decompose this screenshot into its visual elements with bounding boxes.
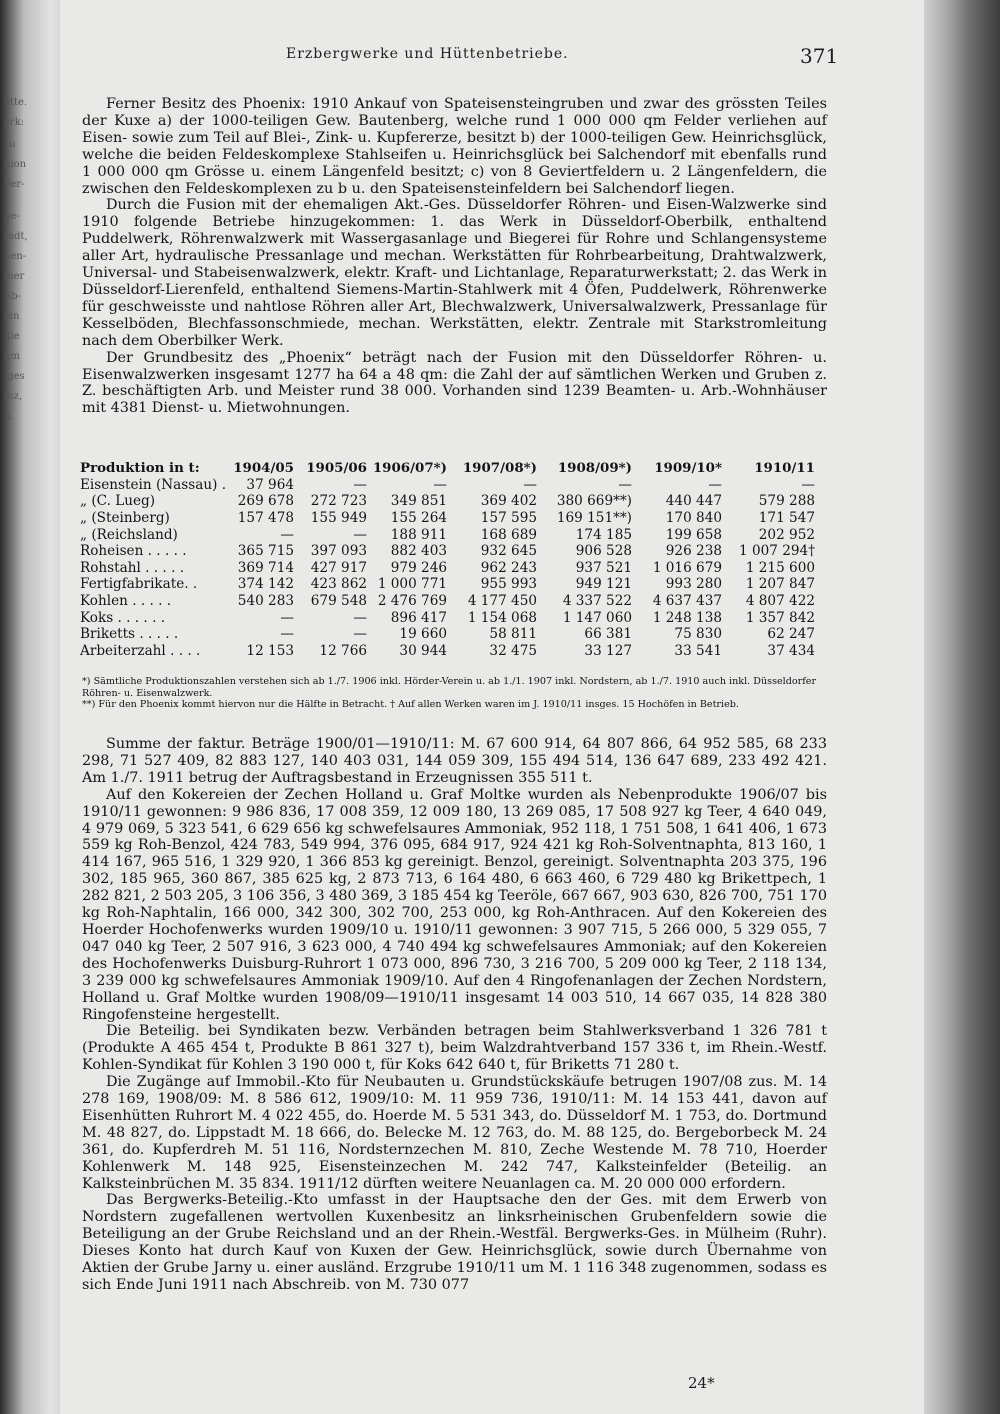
paragraph-ferner-besitz: Ferner Besitz des Phoenix: 1910 Ankauf von Spateisensteingruben und zwar des grössten Teiles der Kuxe a) der 1000-teiligen Gew. Bautenberg, welche rund 1 000 000 qm Felder verliehen auf Eisen- sowie zum Teil auf Blei-, Zink- u. Kupfererze, besitzt b) der 1000-teiligen Gew. Heinrichsglück, welche die beiden Feldeskomplexe Stahlseifen u. Heinrichsglück bei Salchendorf mit ebenfalls rund 1 000 000 qm Grösse u. einem Längenfeld besitzt; c) von 8 Geviertfeldern u. 2 Längenfeldern, die zwischen den Feldeskomplexen zu b u. den Spateisensteinfeldern bei Salchendorf liegen. [82, 96, 827, 197]
table-cell: 37 434 [767, 642, 815, 659]
table-cell: 157 478 [237, 510, 294, 527]
table-cell: 1 154 068 [467, 609, 537, 626]
table-cell: 1 215 600 [745, 559, 815, 576]
paragraph-immobil: Die Zugänge auf Immobil.-Kto für Neubauten u. Grundstückskäufe betrugen 1907/08 zus. M. 14 278 169, 1908/09: M. 8 586 612, 1909/10: M. 11 959 736, 1910/11: M. 14 153 441, davon auf Eisenhütten Ruhrort M. 4 022 455, do. Hoerde M. 5 531 343, do. Düsseldorf M. 1 753, do. Dortmund M. 48 827, do. Lippstadt M. 18 666, do. Belecke M. 12 763, do. M. 88 125, do. Bergeborbeck M. 24 361, do. Kupferdreh M. 51 116, Nordsternzechen M. 810, Zeche Westende M. 78 710, Hoerder Kohlenwerk M. 148 925, Eisensteinzechen M. 242 747, Kalksteinfelder (Beteilig. an Kalksteinbrüchen M. 35 834. 1911/12 dürften weitere Neuanlagen ca. M. 20 000 000 erfordern. [82, 1074, 827, 1192]
table-cell: 937 521 [575, 559, 632, 576]
table-cell: 12 153 [246, 642, 294, 659]
table-cell: 369 402 [480, 493, 537, 510]
table-cell: — [523, 476, 537, 493]
column-header: 1905/06 [306, 460, 367, 477]
row-label: Fertigfabrikate. . [80, 576, 198, 593]
table-cell: 62 247 [767, 626, 815, 643]
row-label: Arbeiterzahl . . . . [80, 642, 201, 659]
table-header-row [80, 460, 815, 477]
gutter-text: qm [4, 351, 20, 362]
table-cell: 427 917 [310, 559, 367, 576]
row-label: Kohlen . . . . . [80, 593, 172, 610]
table-cell: 1 248 138 [652, 609, 722, 626]
table-cell: 1 147 060 [562, 609, 632, 626]
table-cell: 169 151**) [556, 510, 632, 527]
table-row [80, 576, 815, 593]
gutter-text: iges [4, 371, 25, 382]
table-footnotes [82, 676, 827, 711]
table-cell: — [708, 476, 722, 493]
table-cell: 199 658 [665, 526, 722, 543]
table-cell: 380 669**) [556, 493, 632, 510]
table-row [80, 593, 815, 610]
table-cell: — [353, 609, 367, 626]
gutter-text: Ver- [4, 179, 25, 190]
table-cell: 440 447 [665, 493, 722, 510]
table-cell: 1 007 294† [739, 543, 815, 560]
table-cell: 33 541 [674, 642, 722, 659]
table-row [80, 493, 815, 510]
table-cell: — [280, 626, 294, 643]
table-cell: 12 766 [319, 642, 367, 659]
table-cell: 1 000 771 [377, 576, 447, 593]
table-cell: 979 246 [390, 559, 447, 576]
table-cell: 4 637 437 [652, 593, 722, 610]
table-row [80, 526, 815, 543]
table-cell: 170 840 [665, 510, 722, 527]
table-cell: 2 476 769 [377, 593, 447, 610]
table-cell: 882 403 [390, 543, 447, 560]
paragraph-grundbesitz: Der Grundbesitz des „Phoenix“ beträgt nach der Fusion mit den Düsseldorfer Röhren- u. Eisenwalzwerken insgesamt 1277 ha 64 a 48 qm: die Zahl der auf sämtlichen Werken und Gruben z. Z. beschäftigten Arb. und Meister rund 38 000. Vorhanden sind 1239 Beamten- u. Arb.-Wohnhäuser mit 4381 Dienst- u. Mietwohnungen. [82, 349, 827, 417]
table-cell: 32 475 [489, 642, 537, 659]
table-row [80, 609, 815, 626]
gutter-text: atte. [4, 97, 28, 108]
table-row [80, 643, 815, 660]
row-label: Koks . . . . . . [80, 609, 166, 626]
table-row [80, 560, 815, 577]
table-cell: — [353, 476, 367, 493]
column-header: 1906/07*) [372, 460, 447, 477]
column-header: 1909/10* [654, 460, 722, 477]
table-cell: 33 127 [584, 642, 632, 659]
gutter-text: die [4, 331, 20, 342]
body-text-bottom [82, 736, 827, 1294]
body-text-top [82, 96, 827, 417]
table-cell: 155 264 [390, 510, 447, 527]
paragraph-nebenprodukte: Auf den Kokereien der Zechen Holland u. Graf Moltke wurden als Nebenprodukte 1906/07 bis 1910/11 gewonnen: 9 986 836, 17 008 359, 12 009 180, 13 269 085, 17 508 927 kg Teer, 4 640 049, 4 979 069, 5 323 541, 6 629 656 kg schwefelsaures Ammoniak, 952 118, 1 751 508, 1 641 406, 1 673 559 kg Roh-Benzol, 424 783, 549 994, 376 095, 684 917, 924 421 kg Roh-Solventnaphta, 813 160, 1 414 167, 965 516, 1 329 920, 1 366 853 kg gereinigt. Benzol, gereinigt. Solventnaphta 203 375, 196 302, 185 965, 360 867, 385 625 kg, 2 873 713, 6 164 480, 6 663 460, 6 729 480 kg Brikettpech, 1 282 821, 2 503 205, 3 106 356, 3 480 369, 3 185 454 kg Teeröle, 667 667, 903 630, 826 700, 751 170 kg Roh-Naphtalin, 166 000, 342 300, 302 700, 253 000, kg Roh-Anthracen. Auf den Kokereien des Hoerder Hochofenwerks wurden 1909/10 u. 1910/11 gewonnen: 3 907 715, 5 266 000, 5 329 055, 7 047 040 kg Teer, 2 507 916, 3 623 000, 4 740 494 kg schwefelsaures Ammoniak; auf den Kokereien des Hochofenwerks Duisburg-Ruhrort 1 073 000, 896 730, 3 216 700, 5 209 000 kg Teer, 2 118 134, 3 239 000 kg schwefelsaures Ammoniak 1909/10. Auf den 4 Ringofenanlagen der Zechen Nordstern, Holland u. Graf Moltke wurden 1908/09—1910/11 insgesamt 14 003 510, 14 667 035, 14 828 380 Ringofensteine hergestellt. [82, 786, 827, 1023]
gutter-text: nen- [4, 251, 27, 262]
table-cell: 4 807 422 [745, 593, 815, 610]
right-page-edge [924, 0, 1000, 1414]
row-label: Briketts . . . . . [80, 626, 179, 643]
running-header: Erzbergwerke und Hüttenbetriebe. [286, 46, 569, 62]
table-row [80, 510, 815, 527]
footnote: *) Sämtliche Produktionszahlen verstehen sich ab 1./7. 1906 inkl. Hörder-Verein u. ab 1./1. 1907 inkl. Nordstern, ab 1./7. 1910 auch inkl. Düsseldorfer Röhren- u. Eisenwalzwerk. [82, 676, 817, 699]
table-cell: — [280, 609, 294, 626]
gutter-text: nion [4, 159, 27, 170]
table-cell: — [353, 526, 367, 543]
table-cell: 66 381 [584, 626, 632, 643]
table-cell: 269 678 [237, 493, 294, 510]
gutter-text: erk: [4, 117, 25, 128]
table-cell: 962 243 [480, 559, 537, 576]
table-cell: 540 283 [237, 593, 294, 610]
gutter-text: Ab- [4, 291, 22, 302]
page-number: 371 [800, 44, 839, 68]
table-caption: Produktion in t: [80, 460, 200, 477]
table-cell: 579 288 [758, 493, 815, 510]
row-label: Eisenstein (Nassau) . [80, 476, 227, 493]
paragraph-fusion: Durch die Fusion mit der ehemaligen Akt.-Ges. Düsseldorfer Röhren- und Eisen-Walzwerke sind 1910 folgende Betriebe hinzugekommen: 1. das Werk in Düsseldorf-Oberbilk, enthaltend Puddelwerk, Röhrenwalzwerk mit Wassergasanlage und Biegerei für Rohre und Schlangensysteme aller Art, hydraulische Pressanlage und mechan. Werkstätten für Rohrbearbeitung, Drahtwalzwerk, Universal- und Stabeisenwalzwerk, elektr. Kraft- und Lichtanlage, Reparaturwerkstatt; 2. das Werk in Düsseldorf-Lierenfeld, enthaltend Siemens-Martin-Stahlwerk mit 4 Öfen, Puddelwerk, Röhrenwerke für geschweisste und nahtlose Röhren aller Art, Blechwalzwerk, Universalwalzwerk, Pressanlage für Kesselböden, Blechfassonschmiede, mechan. Werkstätten, elektr. Zentrale mit Starkstromleitung nach dem Oberbilker Werk. [82, 197, 828, 349]
gutter-text: zu [4, 139, 16, 150]
table-row [80, 626, 815, 643]
left-gutter-shadow [0, 0, 68, 1414]
table-cell: 37 964 [246, 476, 294, 493]
column-header: 1910/11 [754, 460, 815, 477]
table-cell: 157 595 [480, 510, 537, 527]
table-cell: 4 337 522 [562, 593, 632, 610]
table-cell: 202 952 [758, 526, 815, 543]
table-cell: 1 357 842 [745, 609, 815, 626]
table-cell: 369 714 [237, 559, 294, 576]
column-header: 1908/09*) [557, 460, 632, 477]
table-cell: 1 207 847 [745, 576, 815, 593]
table-cell: 174 185 [575, 526, 632, 543]
table-cell: — [353, 626, 367, 643]
table-cell: 171 547 [758, 510, 815, 527]
table-cell: 679 548 [310, 593, 367, 610]
table-cell: 423 862 [310, 576, 367, 593]
table-cell: 168 689 [480, 526, 537, 543]
paragraph-faktur: Summe der faktur. Beträge 1900/01—1910/11: M. 67 600 914, 64 807 866, 64 952 585, 68 233 298, 71 527 409, 82 883 127, 140 403 031, 144 059 309, 155 494 514, 136 647 689, 233 492 421. Am 1./7. 1911 betrug der Auftragsbestand in Erzeugnissen 355 511 t. [82, 736, 827, 786]
table-cell: 932 645 [480, 543, 537, 560]
row-label: „ (Steinberg) [80, 510, 170, 527]
gutter-text: ein [4, 311, 20, 322]
table-cell: 365 715 [237, 543, 294, 560]
column-header: 1904/05 [233, 460, 294, 477]
table-cell: — [280, 526, 294, 543]
table-row [80, 543, 815, 560]
table-cell: 955 993 [480, 576, 537, 593]
row-label: „ (C. Lueg) [80, 493, 156, 510]
gutter-text: tadt, [4, 231, 28, 242]
table-row [80, 477, 815, 494]
table-cell: 155 949 [310, 510, 367, 527]
gutter-text: iner [4, 271, 25, 282]
paragraph-bergwerks-beteilig: Das Bergwerks-Beteilig.-Kto umfasst in der Hauptsache den der Ges. mit dem Erwerb von Nordstern zugefallenen wertvollen Kuxenbesitz an linksrheinischen Grubenfeldern sowie die Beteiligung an der Grube Reichsland und an der Rhein.-Westfäl. Bergwerks-Ges. in Mülheim (Ruhr). Dieses Konto hat durch Kauf von Kuxen der Gew. Heinrichsglück, sowie durch Übernahme von Aktien der Grube Jarny u. einer ausländ. Erzgrube 1910/11 um M. 1 116 348 zugenommen, sodass es sich Ende Juni 1911 nach Abschreib. von M. 730 077 [82, 1192, 827, 1293]
table-cell: 75 830 [674, 626, 722, 643]
column-header: 1907/08*) [462, 460, 537, 477]
row-label: Roheisen . . . . . [80, 543, 187, 560]
production-table [80, 460, 815, 659]
table-cell: 30 944 [399, 642, 447, 659]
row-label: „ (Reichsland) [80, 526, 178, 543]
table-cell: 188 911 [390, 526, 447, 543]
footnote: **) Für den Phoenix kommt hiervon nur die Hälfte in Betracht. † Auf allen Werken waren im J. 1910/11 insges. 15 Hochöfen in Betrieb. [82, 699, 739, 711]
gutter-text: u. [4, 411, 14, 422]
table-cell: 397 093 [310, 543, 367, 560]
table-cell: 926 238 [665, 543, 722, 560]
gutter-text: ge- [4, 211, 20, 222]
table-cell: 949 121 [575, 576, 632, 593]
table-cell: 272 723 [310, 493, 367, 510]
table-cell: — [618, 476, 632, 493]
table-cell: 349 851 [390, 493, 447, 510]
table-cell: 374 142 [237, 576, 294, 593]
signature-mark: 24* [688, 1374, 715, 1392]
table-cell: — [433, 476, 447, 493]
paragraph-syndikate: Die Beteilig. bei Syndikaten bezw. Verbänden betragen beim Stahlwerksverband 1 326 781 t (Produkte A 465 454 t, Produkte B 861 327 t), beim Walzdrahtverband 157 336 t, im Rhein.-Westf. Kohlen-Syndikat für Kohlen 3 190 000 t, für Koks 642 640 t, für Briketts 71 280 t. [82, 1023, 827, 1074]
table-cell: — [801, 476, 815, 493]
table-cell: 19 660 [399, 626, 447, 643]
table-cell: 993 280 [665, 576, 722, 593]
table-cell: 1 016 679 [652, 559, 722, 576]
gutter-text: inz, [4, 391, 23, 402]
table-cell: 896 417 [390, 609, 447, 626]
table-cell: 906 528 [575, 543, 632, 560]
row-label: Rohstahl . . . . . [80, 559, 185, 576]
table-cell: 4 177 450 [467, 593, 537, 610]
table-cell: 58 811 [489, 626, 537, 643]
